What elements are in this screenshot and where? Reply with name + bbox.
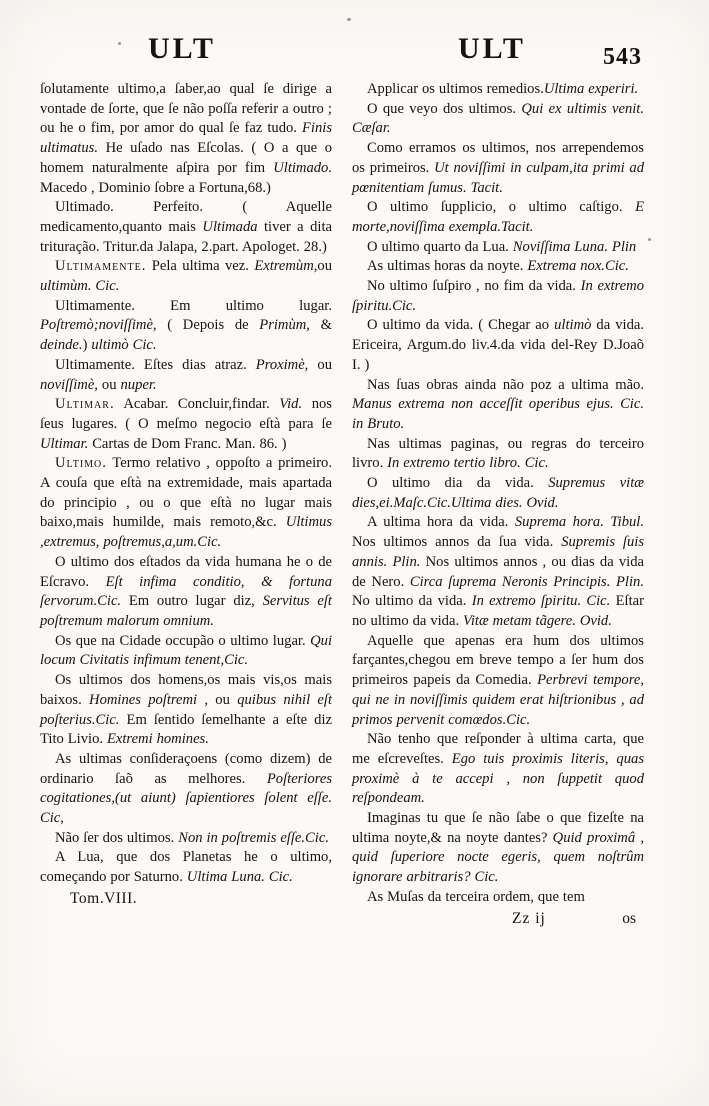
text-run: O ultimo ſupplicio, o ultimo caſtigo. xyxy=(367,199,636,216)
latin-citation: Finis ultimatus. xyxy=(40,120,332,157)
text-run: A ultima hora da vida. xyxy=(367,514,515,531)
page-header xyxy=(0,28,709,76)
text-run: Os que na Cidade occupão o ultimo lugar. xyxy=(55,632,311,649)
text-run: O ultimo da vida. ( Chegar ao xyxy=(367,317,555,334)
text-run: tiver a dita trituração. Tritur.da Jalapa, 2.part. Apologet. 28.) xyxy=(40,218,332,255)
latin-citation: Ultimado. xyxy=(273,159,332,176)
text-run: Eſtar no ultimo da vida. xyxy=(352,593,644,629)
paragraph-example xyxy=(352,257,644,277)
latin-citation: Poſtremò;noviſſimè, xyxy=(40,317,157,334)
paragraph-example xyxy=(40,632,332,671)
text-run: O ultimo quarto da Lua. xyxy=(367,238,513,255)
paragraph-entry xyxy=(40,356,332,395)
latin-citation: Supremis ſuis annis. Plin. xyxy=(352,534,644,570)
latin-citation: Ultima Luna. Cic. xyxy=(186,869,293,886)
gathering-signature: Zz ij xyxy=(512,909,546,927)
paragraph-example xyxy=(352,316,644,375)
latin-citation: Quid proximâ , quid ſuperiore nocte egeris, quem noſtrûm ignorare arbitraris? Cic. xyxy=(352,829,644,886)
text-run: Não ſer dos ultimos. xyxy=(55,829,179,846)
paragraph-example xyxy=(352,100,644,139)
text-run: Nos ultimos annos da ſua vida. xyxy=(352,534,562,551)
scan-speck xyxy=(648,238,651,241)
scan-speck xyxy=(347,18,351,21)
latin-citation: Ultimus ,extremus, poſtremus,a,um.Cic. xyxy=(40,514,332,551)
text-run: O ultimo dos eſtados da vida humana he o de Eſcravo. xyxy=(40,553,332,590)
paragraph-example xyxy=(352,435,644,474)
text-run: Imaginas tu que ſe não ſabe o que fizeſte na ultima noyte,& na noyte dantes? xyxy=(352,810,644,846)
text-run: Acabar. Concluir,findar. xyxy=(114,396,280,413)
paragraph-example xyxy=(352,376,644,435)
latin-citation: Vid. xyxy=(279,396,303,413)
text-run: No ultimo da vida. xyxy=(352,593,472,610)
paragraph-example xyxy=(40,829,332,849)
text-run: Applicar os ultimos remedios. xyxy=(367,81,544,97)
latin-citation: Eſt infima conditio, & fortuna ſervorum.Cic. xyxy=(40,573,332,610)
paragraph-example xyxy=(352,809,644,888)
text-run: Em ſentido ſemelhante a eſte diz Tito Livio. xyxy=(40,711,332,748)
paragraph-example xyxy=(352,632,644,731)
latin-citation: Qui ex ultimis venit. Cæſar. xyxy=(352,100,644,137)
latin-citation: Qui locum Civitatis infimum tenent,Cic. xyxy=(40,632,332,669)
paragraph-example xyxy=(40,553,332,632)
text-run: Termo relativo , oppoſto a primeiro. A couſa que eſtà na extremidade, mais apartada do principio , ou o que eſtà no lugar mais baixo,mais humilde, mais remoto,&c. xyxy=(40,455,332,531)
text-run: Nas ultimas paginas, ou regras do terceiro livro. xyxy=(352,435,644,472)
text-run: No ultimo ſuſpiro , no fim da vida. xyxy=(367,278,581,295)
text-run: ou xyxy=(308,356,332,373)
left-column-text xyxy=(40,80,332,888)
latin-citation: Manus extrema non acceſſit operibus ejus. Cic. in Bruto. xyxy=(352,396,644,432)
latin-citation: ultimò xyxy=(554,317,592,334)
text-run: Não tenho que reſponder à ultima carta, que me eſcreveſtes. xyxy=(352,731,644,767)
latin-citation: Ultimar. xyxy=(40,435,89,452)
latin-citation: nuper. xyxy=(120,376,157,393)
latin-citation: quibus nihil eſt poſterius.Cic. xyxy=(40,691,333,728)
signature-line xyxy=(352,910,644,928)
text-columns xyxy=(0,76,709,928)
text-run: ſolutamente ultimo,a ſaber,ao qual ſe dirige a vontade de ſorte, que ſe não poſſa referir a outro ; ou he o fim, por amor do qual ſe faz tudo. xyxy=(40,81,332,137)
latin-citation: Ultima experiri. xyxy=(543,81,639,97)
latin-citation: noviſſimè, xyxy=(40,376,98,393)
text-run: Nas ſuas obras ainda não poz a ultima mão. xyxy=(367,376,644,393)
running-title-right: ULT xyxy=(458,32,526,65)
latin-citation: deinde. xyxy=(40,337,83,354)
paragraph-entry xyxy=(40,395,332,454)
latin-citation: Circa ſuprema Neronis Principis. Plin. xyxy=(409,573,644,590)
latin-citation: Ut noviſſimi in culpam,ita primi ad pœnitentiam ſumus. Tacit. xyxy=(352,159,644,196)
latin-citation: Ego tuis proximis literis, quas proximè à te accepi , non ſuppetit quod reſpondeam. xyxy=(352,750,644,807)
latin-citation: Suprema hora. Tibul. xyxy=(514,514,644,531)
text-run: Os ultimos dos homens,os mais vis,os mais baixos. xyxy=(40,672,332,708)
latin-citation: Ultimada xyxy=(202,218,258,235)
text-run: ou xyxy=(208,691,238,708)
latin-citation: Vitæ metam tãgere. Ovid. xyxy=(463,612,612,629)
text-run: & xyxy=(309,317,332,334)
paragraph-example xyxy=(352,80,644,100)
latin-citation: Primùm, xyxy=(259,317,310,334)
headword: Ultimar. xyxy=(55,396,115,413)
text-run: O ultimo dia da vida. xyxy=(367,475,549,492)
text-run: Macedo , Dominio ſobre a Fortuna,68.) xyxy=(40,179,271,196)
paragraph-entry xyxy=(40,257,332,296)
text-run: As Muſas da terceira ordem, que tem xyxy=(367,888,585,905)
text-column-left xyxy=(40,80,332,928)
latin-citation: Non in poſtremis eſſe.Cic. xyxy=(178,829,329,846)
latin-citation: Extrema nox.Cic. xyxy=(527,258,629,275)
latin-citation: Proximè, xyxy=(255,356,309,373)
text-run: Ultimamente. Em ultimo lugar. xyxy=(55,297,332,314)
paragraph-example xyxy=(352,730,644,809)
text-run: ou xyxy=(317,258,332,275)
right-column-text xyxy=(352,80,644,908)
volume-signature: Tom.VIII. xyxy=(70,889,138,907)
latin-citation: Servitus eſt poſtremum malorum omnium. xyxy=(40,593,332,629)
text-run: Cartas de Dom Franc. Man. 86. ) xyxy=(88,435,287,452)
text-run: Ultimado. Perfeito. ( Aquelle medicamento,quanto mais xyxy=(40,199,332,235)
paragraph-example xyxy=(40,848,332,887)
text-run: ) xyxy=(82,337,92,354)
text-run: Como erramos os ultimos, nos arrependemos os primeiros. xyxy=(352,140,644,176)
latin-citation: Noviſſima Luna. Plin xyxy=(512,238,637,255)
catchword: os xyxy=(622,909,636,927)
paragraph-example xyxy=(40,750,332,829)
latin-citation: E morte,noviſſima exempla.Tacit. xyxy=(352,199,644,235)
latin-citation: Perbrevi tempore, qui ne in noviſſimis quidem erat hiſtrionibus , ad primos pervenit comœdos.Cic. xyxy=(352,672,644,728)
text-run: nos ſeus lugares. ( O meſmo negocio eſtà para ſe xyxy=(40,396,332,432)
latin-citation: Extremùm, xyxy=(254,258,318,275)
headword: Ultimamente. xyxy=(55,258,147,275)
text-run: O que veyo dos ultimos. xyxy=(367,100,522,117)
latin-citation: Extremi homines. xyxy=(106,731,209,748)
latin-citation: Poſteriores cogitationes,(ut aiunt) ſapientiores ſolent eſſe. Cic, xyxy=(40,770,332,827)
headword: Ultimo. xyxy=(55,455,107,472)
text-run: As ultimas horas da noyte. xyxy=(367,258,528,275)
paragraph-example xyxy=(352,139,644,198)
text-run: ( Depois de xyxy=(156,317,260,334)
latin-citation: Homines poſtremi , xyxy=(89,691,209,708)
text-run: As ultimas conſideraçoens (como dizem) de ordinario ſaõ as melhores. xyxy=(40,750,332,787)
text-run: Nos ultimos annos , ou dias da vida de Nero. xyxy=(352,553,644,590)
text-run: da vida. Ericeira, Argum.do liv.4.da vida del-Rey D.Joaõ I. ) xyxy=(352,317,644,373)
text-run: Ultimamente. Eſtes dias atraz. xyxy=(55,356,256,373)
paragraph-entry xyxy=(40,198,332,257)
paragraph-example xyxy=(352,513,644,631)
paragraph-entry xyxy=(40,297,332,356)
latin-citation: In extremo tertio libro. Cic. xyxy=(387,455,549,472)
text-run: Aquelle que apenas era hum dos ultimos farçantes,chegou em breve tempo a ſer hum dos primeiros papeis da Comedia. xyxy=(352,632,644,689)
running-title-left: ULT xyxy=(148,32,216,65)
paragraph-continuation xyxy=(40,80,332,198)
paragraph-example xyxy=(40,671,332,750)
latin-citation: Supremus vitæ dies,ei.Maſc.Cic.Ultima dies. Ovid. xyxy=(352,475,644,511)
paragraph-entry xyxy=(40,454,332,553)
paragraph-example xyxy=(352,474,644,513)
text-run: Pela ultima vez. xyxy=(146,258,255,275)
paragraph-example xyxy=(352,198,644,237)
text-run: He uſado nas Eſcolas. ( O a que o homem naturalmente aſpira por fim xyxy=(40,140,332,176)
page-number: 543 xyxy=(603,44,642,70)
text-run: ou xyxy=(97,376,121,393)
latin-citation: In extremo ſpiritu.Cic. xyxy=(352,278,644,314)
paragraph-example xyxy=(352,238,644,258)
text-run: A Lua, que dos Planetas he o ultimo, começando por Saturno. xyxy=(40,849,332,886)
text-run: Em outro lugar diz, xyxy=(121,593,263,610)
paragraph-example xyxy=(352,277,644,316)
latin-citation: In extremo ſpiritu. Cic. xyxy=(471,593,611,610)
latin-citation: ultimò Cic. xyxy=(91,337,157,354)
latin-citation: ultimùm. Cic. xyxy=(40,278,120,295)
text-column-right xyxy=(352,80,644,928)
paragraph-example xyxy=(352,888,644,908)
